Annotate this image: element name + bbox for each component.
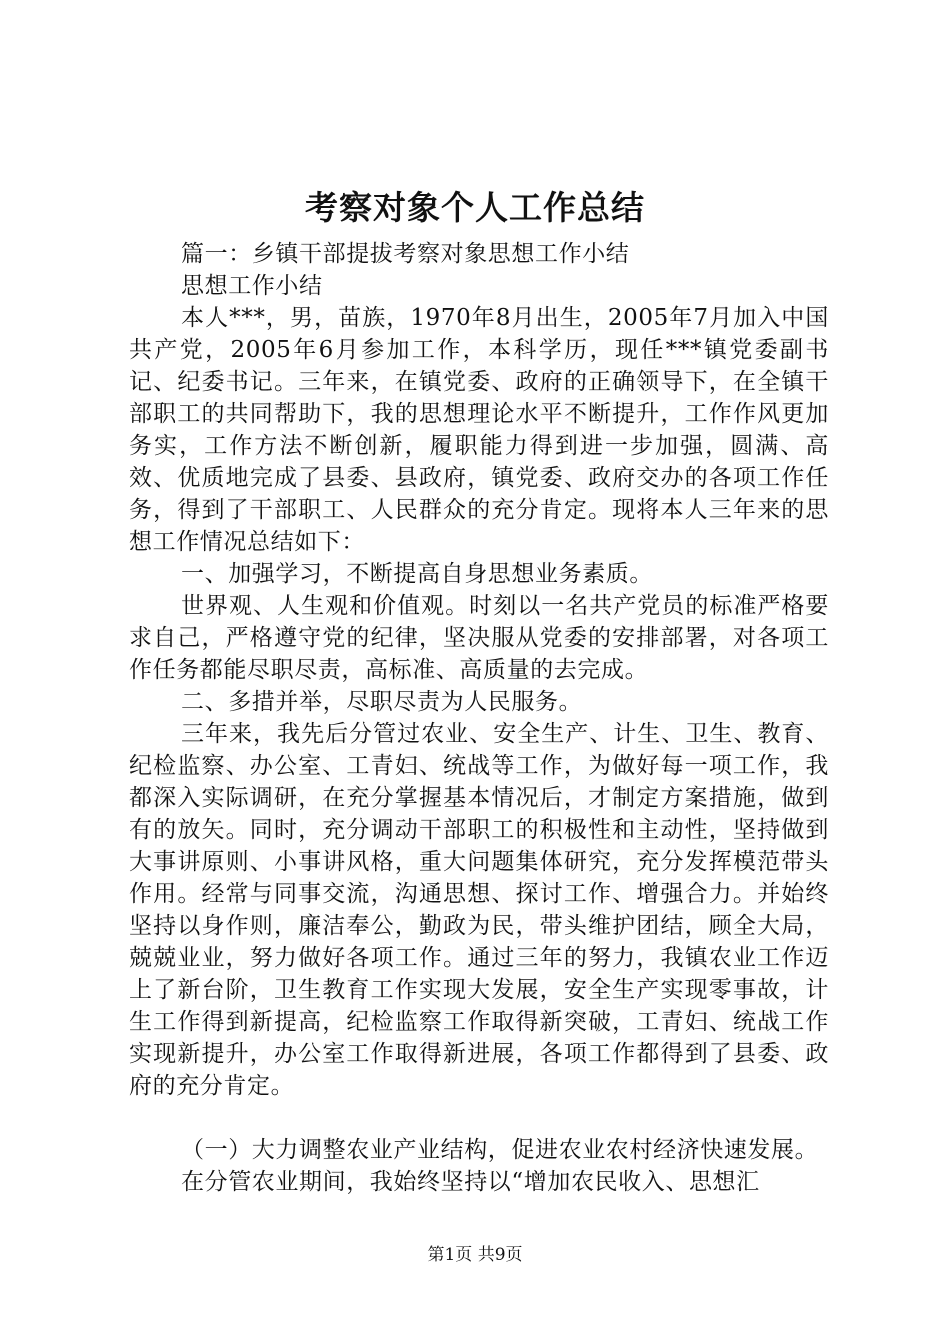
paragraph: 在分管农业期间，我始终坚持以“增加农民收入、思想汇 [181, 1169, 760, 1195]
page-footer: 第1页 共9页 [427, 1245, 523, 1265]
paragraph: 三年来，我先后分管过农业、安全生产、计生、卫生、教育、纪检监察、办公室、工青妇、统战等工作，为做好每一项工作，我都深入实际调研，在充分掌握基本情况后，才制定方案措施，做到有的放矢。同时，充分调动干部职工的积极性和主动性，坚持做到大事讲原则、小事讲风格，重大问题集体研究，充分发挥模范带头作用。经常与同事交流，沟通思想、探讨工作、增强合力。并始终坚持以身作则，廉洁奉公，勤政为民，带头维护团结，顾全大局，兢兢业业，努力做好各项工作。通过三年的努力，我镇农业工作迈上了新台阶，卫生教育工作实现大发展，安全生产实现零事故，计生工作得到新提高，纪检监察工作取得新突破，工青妇、统战工作实现新提升，办公室工作取得新进展，各项工作都得到了县委、政府的充分肯定。 [129, 721, 829, 1099]
document-title: 考察对象个人工作总结 [305, 188, 645, 227]
section-heading: 二、多措并举，尽职尽责为人民服务。 [181, 689, 583, 715]
paragraph: 本人***，男，苗族，1970年8月出生，2005年7月加入中国共产党，2005年6月参加工作，本科学历，现任***镇党委副书记、纪委书记。三年来，在镇党委、政府的正确领导下，在全镇干部职工的共同帮助下，我的思想理论水平不断提升，工作作风更加务实，工作方法不断创新，履职能力得到进一步加强，圆满、高效、优质地完成了县委、县政府，镇党委、政府交办的各项工作任务，得到了干部职工、人民群众的充分肯定。现将本人三年来的思想工作情况总结如下： [129, 305, 829, 555]
section-heading: （一）大力调整农业产业结构，促进农业农村经济快速发展。 [181, 1137, 819, 1163]
document-body [129, 238, 829, 1198]
section-heading: 篇一：乡镇干部提拔考察对象思想工作小结 [181, 241, 630, 267]
paragraph: 世界观、人生观和价值观。时刻以一名共产党员的标准严格要求自己，严格遵守党的纪律，坚决服从党委的安排部署，对各项工作任务都能尽职尽责，高标准、高质量的去完成。 [129, 593, 829, 683]
section-heading: 一、加强学习，不断提高自身思想业务素质。 [181, 561, 653, 587]
subtitle: 思想工作小结 [181, 273, 323, 299]
